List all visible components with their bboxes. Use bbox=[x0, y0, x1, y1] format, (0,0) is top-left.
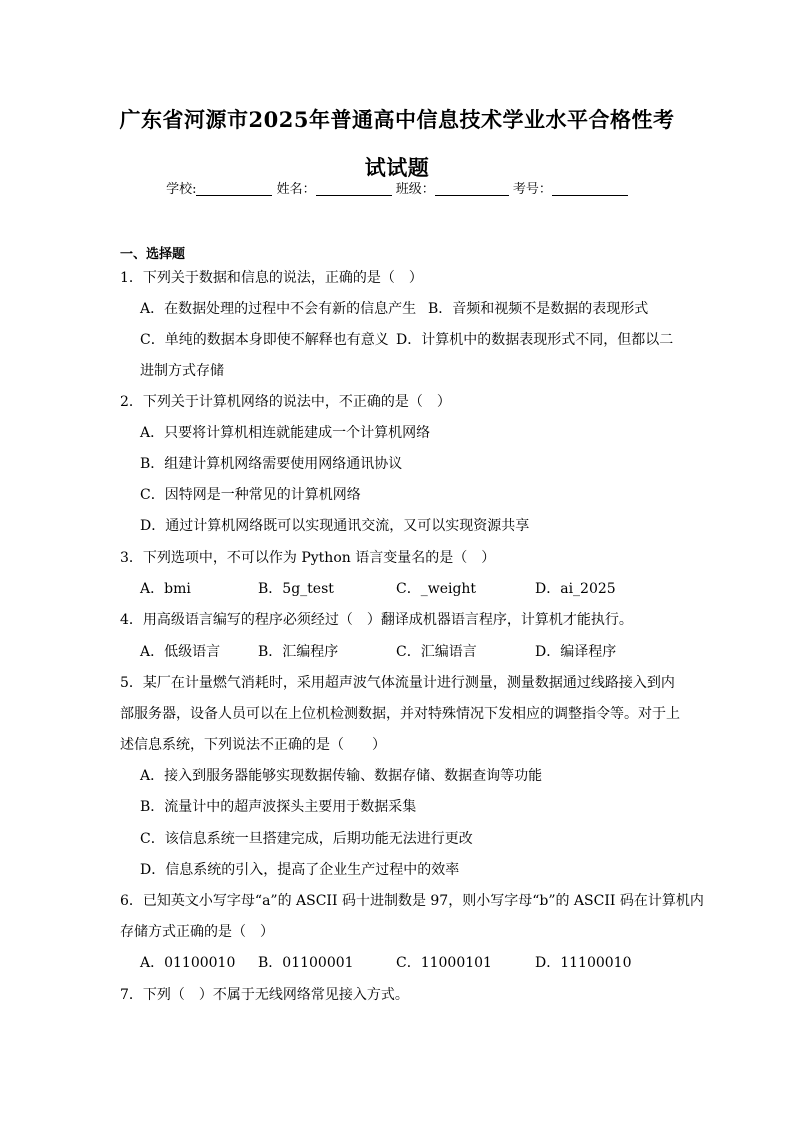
name-label: 姓名： bbox=[276, 182, 316, 197]
option-b: B．音频和视频不是数据的表现形式 bbox=[428, 301, 649, 317]
option-b: B．组建计算机网络需要使用网络通讯协议 bbox=[140, 456, 403, 472]
question-stem-line: 5．某厂在计量燃气消耗时，采用超声波气体流量计进行测量，测量数据通过线路接入到内 bbox=[120, 675, 675, 691]
option-a: A．只要将计算机相连就能建成一个计算机网络 bbox=[140, 425, 431, 441]
option-b: B．流量计中的超声波探头主要用于数据采集 bbox=[140, 799, 417, 815]
name-blank bbox=[316, 182, 392, 196]
option-a: A．在数据处理的过程中不会有新的信息产生 bbox=[140, 301, 417, 317]
question-stem: 7．下列（ ）不属于无线网络常见接入方式。 bbox=[120, 987, 409, 1003]
school-blank bbox=[196, 182, 272, 196]
page-title: 广东省河源市2025年普通高中信息技术学业水平合格性考试试题 bbox=[119, 107, 675, 180]
option-d: D．计算机中的数据表现形式不同，但都以二 bbox=[396, 332, 674, 348]
section-title: 一、选择题 bbox=[120, 247, 186, 262]
option-b: B．汇编程序 bbox=[258, 644, 339, 660]
option-c: C．11000101 bbox=[396, 955, 492, 971]
question-stem: 1．下列关于数据和信息的说法，正确的是（ ） bbox=[120, 270, 423, 286]
option-a: A．01100010 bbox=[140, 955, 236, 971]
option-c: C．单纯的数据本身即使不解释也有意义 bbox=[140, 332, 389, 348]
class-label: 班级： bbox=[395, 182, 435, 197]
option-d: D．11100010 bbox=[535, 955, 632, 971]
exam-no-blank bbox=[552, 182, 628, 196]
question-stem-line: 部服务器，设备人员可以在上位机检测数据，并对特殊情况下发相应的调整指令等。对于上 bbox=[120, 706, 680, 722]
option-c: C．汇编语言 bbox=[396, 644, 477, 660]
option-d: D．通过计算机网络既可以实现通讯交流，又可以实现资源共享 bbox=[140, 518, 530, 534]
question-stem-line: 6．已知英文小写字母“a”的 ASCII 码十进制数是 97，则小写字母“b”的 ASCII 码在计算机内 bbox=[120, 893, 704, 909]
option-c: C．因特网是一种常见的计算机网络 bbox=[140, 487, 361, 503]
option-d-continued: 进制方式存储 bbox=[140, 363, 224, 379]
option-a: A．bmi bbox=[140, 581, 191, 597]
option-b: B．5g_test bbox=[258, 581, 334, 597]
exam-no-label: 考号： bbox=[512, 182, 552, 197]
question-stem: 4．用高级语言编写的程序必须经过（ ）翻译成机器语言程序，计算机才能执行。 bbox=[120, 612, 633, 628]
class-blank bbox=[435, 182, 509, 196]
question-stem-line: 述信息系统，下列说法不正确的是（ ） bbox=[120, 737, 386, 753]
option-d: D．编译程序 bbox=[535, 644, 617, 660]
option-d: D．信息系统的引入，提高了企业生产过程中的效率 bbox=[140, 862, 460, 878]
option-a: A．低级语言 bbox=[140, 644, 221, 660]
option-a: A．接入到服务器能够实现数据传输、数据存储、数据查询等功能 bbox=[140, 768, 543, 784]
question-stem: 2．下列关于计算机网络的说法中，不正确的是（ ） bbox=[120, 394, 451, 410]
option-b: B．01100001 bbox=[258, 955, 354, 971]
option-c: C．_weight bbox=[396, 581, 477, 597]
question-stem-line: 存储方式正确的是（ ） bbox=[120, 924, 274, 940]
student-info-line bbox=[0, 181, 794, 199]
option-c: C．该信息系统一旦搭建完成，后期功能无法进行更改 bbox=[140, 831, 473, 847]
school-label: 学校: bbox=[166, 182, 197, 197]
question-stem: 3．下列选项中，不可以作为 Python 语言变量名的是（ ） bbox=[120, 550, 496, 566]
option-d: D．ai_2025 bbox=[535, 581, 616, 597]
